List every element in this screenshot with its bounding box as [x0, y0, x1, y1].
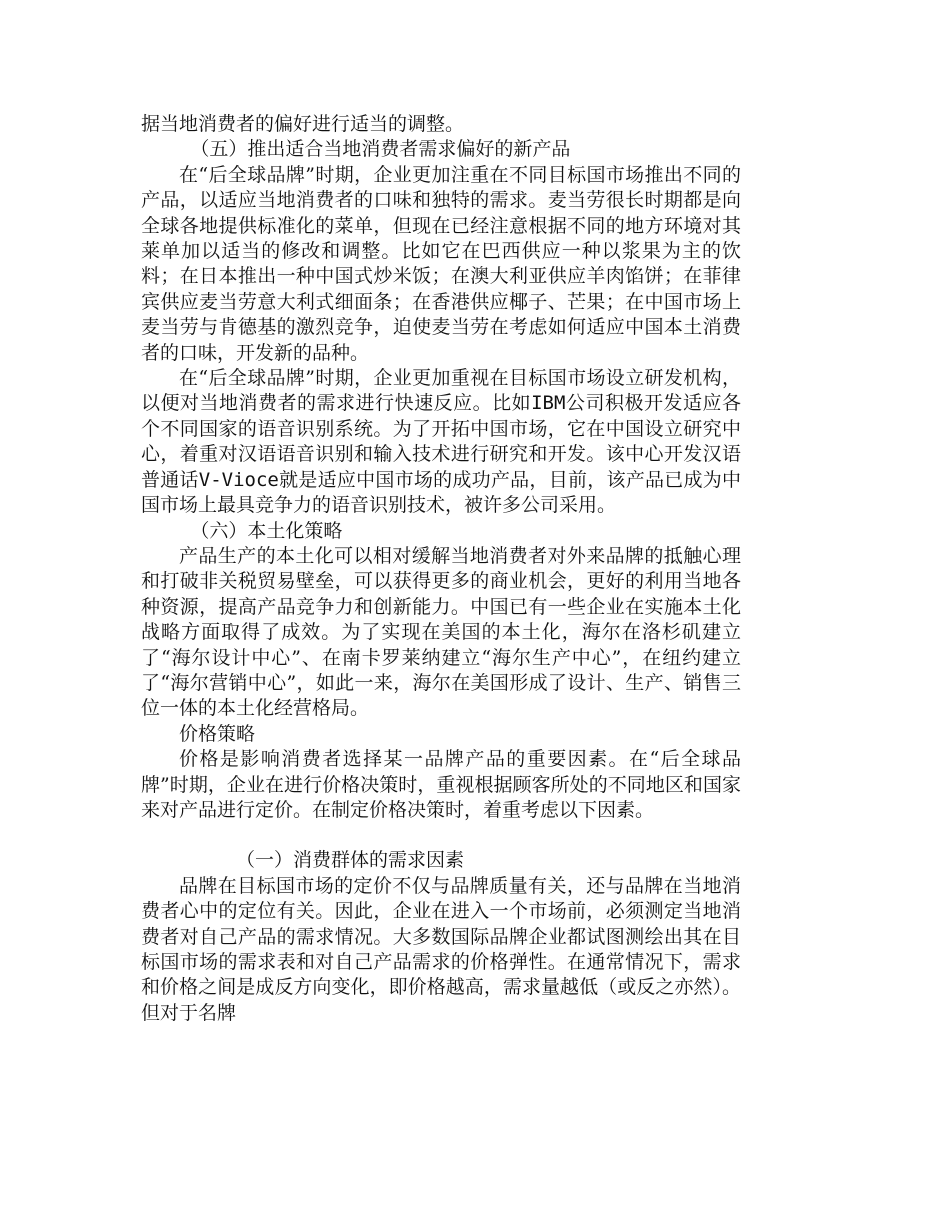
paragraph-price: 价格是影响消费者选择某一品牌产品的重要因素。在“后全球品牌”时期，企业在进行价格决策时，重视根据顾客所处的不同地区和国家来对产品进行定价。在制定价格决策时，着重考虑以下因素。 — [141, 748, 741, 821]
paragraph-ibm-text-a: 在“后全球品牌”时期，企业更加重视在目标国市场设立研发机构，以便对当地消费者的需求进行快速反应。比如 — [141, 367, 741, 415]
v-vioce-term: V-Vioce — [198, 468, 279, 491]
section-heading-price: 价格策略 — [179, 722, 256, 745]
paragraph-localization: 产品生产的本土化可以相对缓解当地消费者对外来品牌的抵触心理和打破非关税贸易壁垒，可以获得更多的商业机会，更好的利用当地各种资源，提高产品竞争力和创新能力。中国已有一些企业在实施本土化战略方面取得了成效。为了实现在美国的本土化，海尔在洛杉矶建立了“海尔设计中心”、在南卡罗莱纳建立“海尔生产中心”，在纽约建立了“海尔营销中心”，如此一来，海尔在美国形成了设计、生产、销售三位一体的本土化经营格局。 — [141, 544, 741, 720]
paragraph-ibm-text-c: 就是适应中国市场的成功产品，目前，该产品已成为中国市场上最具竞争力的语音识别技术，被许多公司采用。 — [141, 468, 741, 517]
section-heading-6: （六）本土化策略 — [190, 519, 343, 542]
paragraph-mcdonalds: 在“后全球品牌”时期，企业更加注重在不同目标国市场推出不同的产品，以适应当地消费者的口味和独特的需求。麦当劳很长时期都是向全球各地提供标准化的菜单，但现在已经注意根据不同的地方环境对其莱单加以适当的修改和调整。比如它在巴西供应一种以浆果为主的饮料；在日本推出一种中国式炒米饭；在澳大利亚供应羊肉馅饼；在菲律宾供应麦当劳意大利式细面条；在香港供应椰子、芒果；在中国市场上麦当劳与肯德基的激烈竞争，迫使麦当劳在考虑如何适应中国本土消费者的口味，开发新的品种。 — [141, 163, 741, 364]
section-heading-5: （五）推出适合当地消费者需求偏好的新产品 — [190, 138, 571, 161]
paragraph-ibm-text-b: 公司积极开发适应各个不同国家的语音识别系统。为了开拓中国市场，它在中国设立研究中心，着重对汉语语音识别和输入技术进行研究和开发。该中心开发汉语普通话 — [141, 392, 741, 491]
document-page — [141, 112, 741, 1026]
ibm-term: IBM — [531, 392, 566, 415]
paragraph-demand: 品牌在目标国市场的定价不仅与品牌质量有关，还与品牌在当地消费者心中的定位有关。因此，企业在进入一个市场前，必须测定当地消费者对自己产品的需求情况。大多数国际品牌企业都试图测绘出其在目标国市场的需求表和对自己产品需求的价格弹性。在通常情况下，需求和价格之间是成反方向变化，即价格越高，需求量越低（或反之亦然）。但对于名牌 — [141, 874, 741, 1024]
section-heading-1: （一）消费群体的需求因素 — [236, 849, 465, 872]
paragraph-continuation: 据当地消费者的偏好进行适当的调整。 — [141, 113, 465, 135]
paragraph-ibm — [141, 366, 741, 518]
